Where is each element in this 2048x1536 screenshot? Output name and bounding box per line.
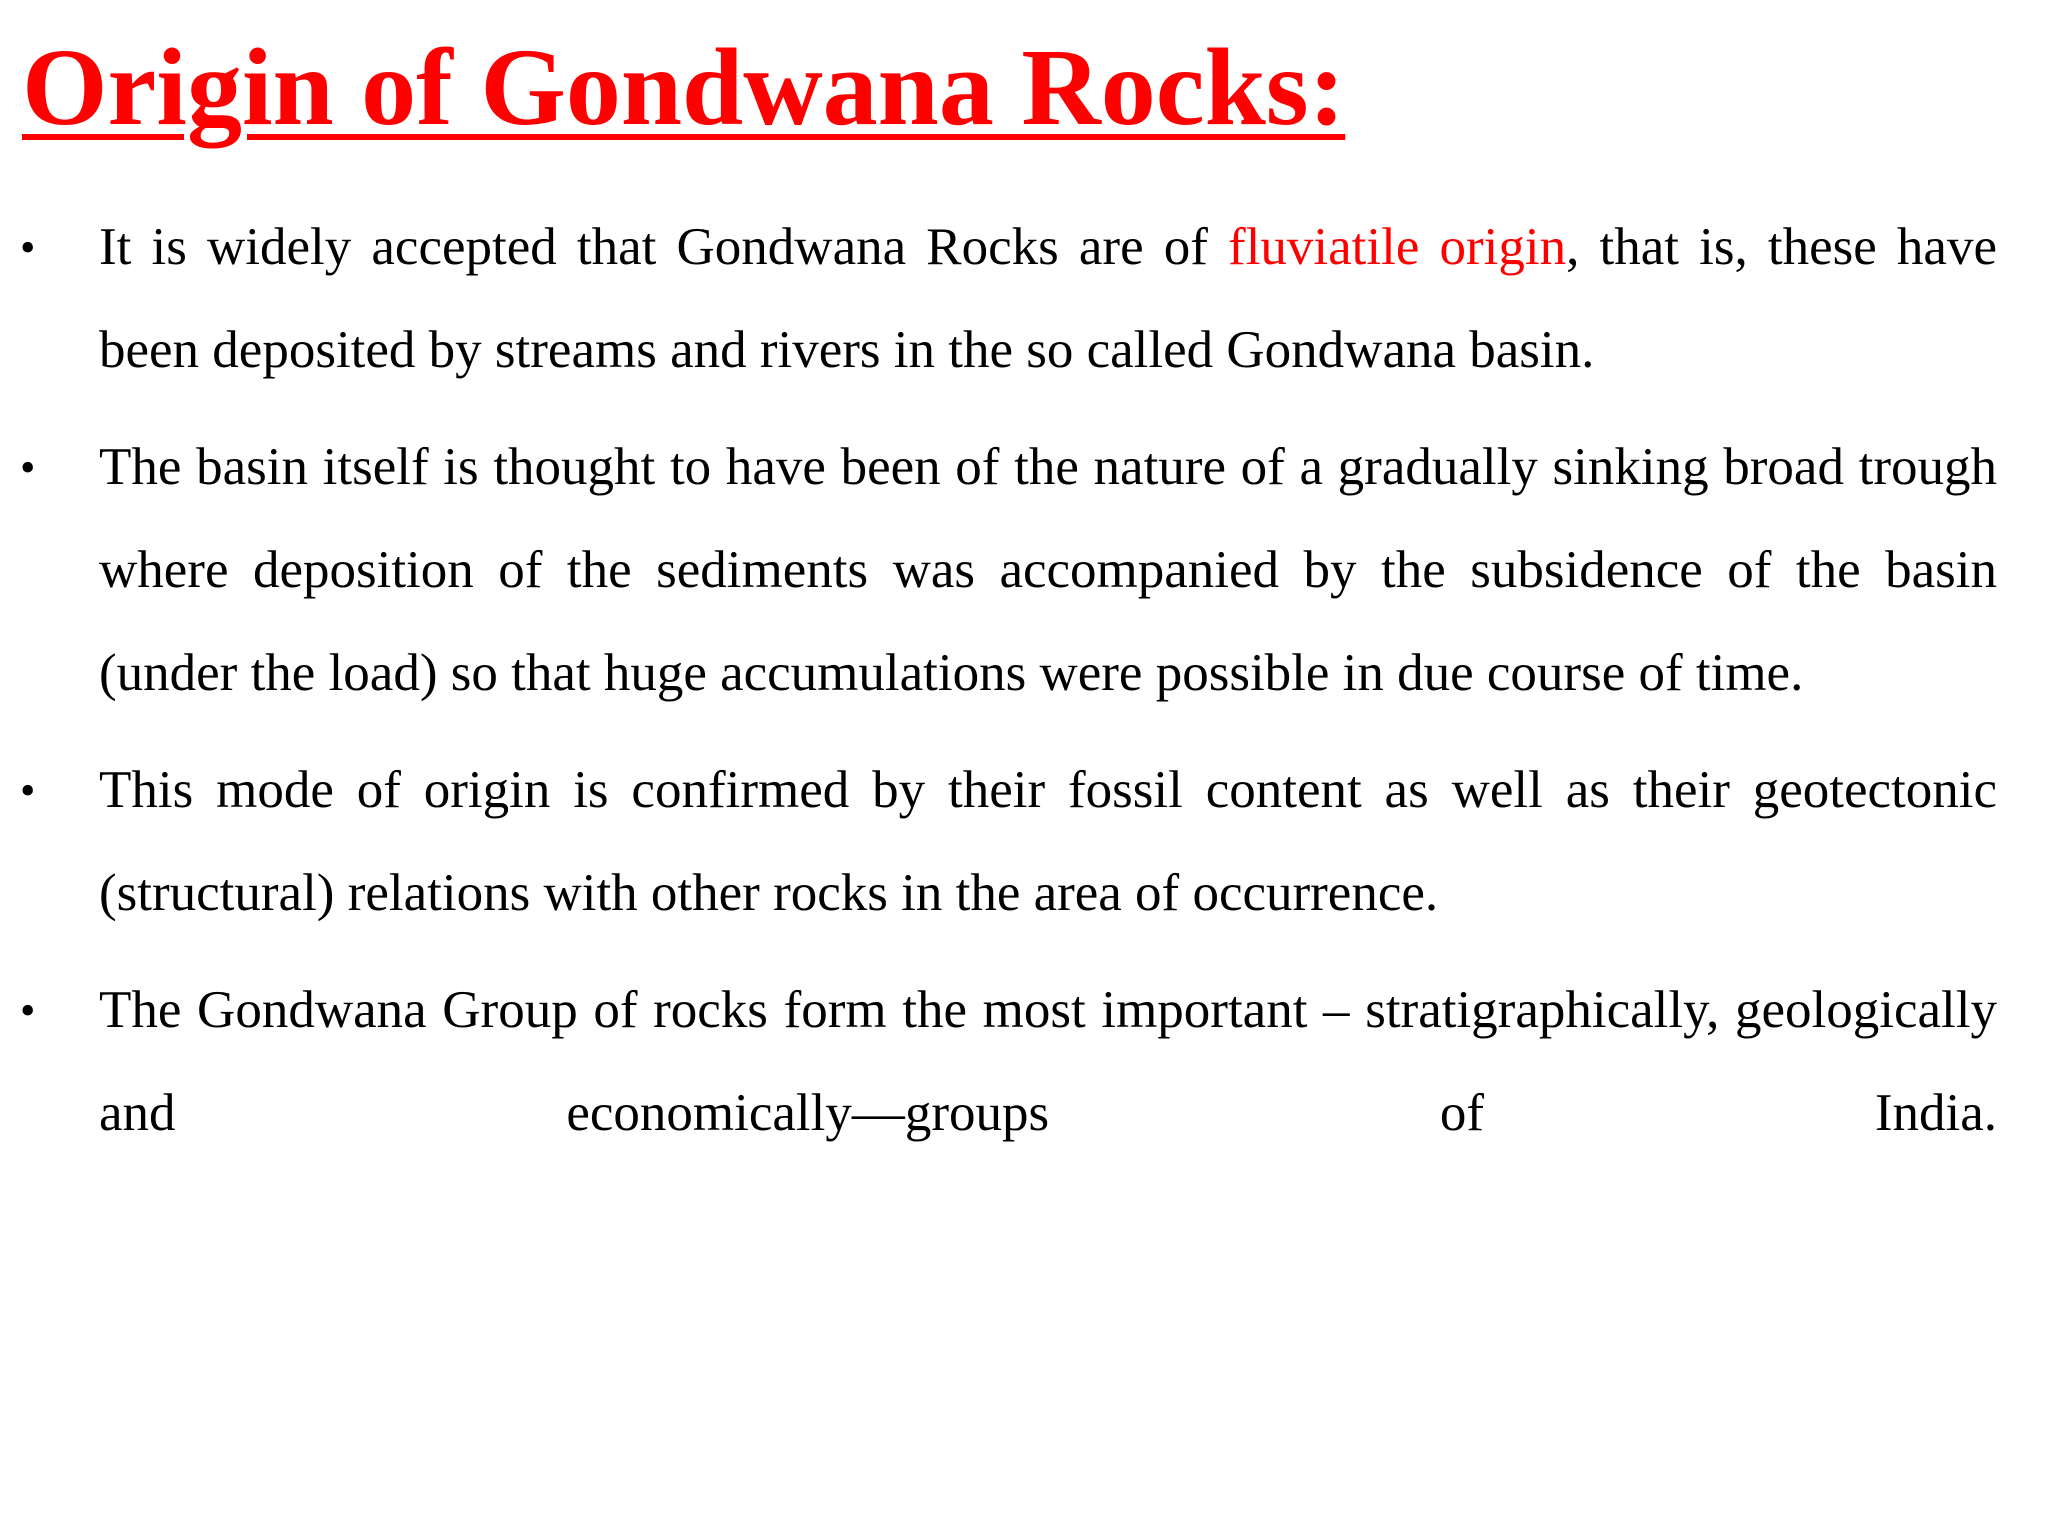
- bullet-list: [0, 196, 2048, 1179]
- bullet-item-confirmation: [0, 739, 1997, 945]
- bullet-text-after: , that is, these have been deposited by streams and rivers in the so called Gondwana basin.: [99, 218, 1997, 379]
- slide-title: Origin of Gondwana Rocks:: [22, 26, 1346, 148]
- highlight-text: fluviatile origin: [1228, 218, 1567, 276]
- bullet-item-fluviatile-origin: [0, 196, 1997, 402]
- bullet-text: The Gondwana Group of rocks form the most important – stratigraphically, geologically and economically—groups of India.: [99, 981, 1997, 1142]
- bullet-item-basin-nature: [0, 416, 1997, 725]
- bullet-dot-icon: •: [20, 443, 36, 492]
- bullet-dot-icon: •: [20, 223, 36, 272]
- bullet-dot-icon: •: [20, 986, 36, 1035]
- bullet-text-before: It is widely accepted that Gondwana Rocks are of: [99, 218, 1229, 276]
- bullet-text: This mode of origin is confirmed by their fossil content as well as their geotectonic (structural) relations with other rocks in the area of occurrence.: [99, 761, 1997, 922]
- bullet-text: The basin itself is thought to have been of the nature of a gradually sinking broad trough where deposition of the sediments was accompanied by the subsidence of the basin (under the load) so that huge accumulations were possible in due course of time.: [99, 438, 1997, 702]
- bullet-dot-icon: •: [20, 766, 36, 815]
- bullet-item-importance: [0, 959, 1997, 1165]
